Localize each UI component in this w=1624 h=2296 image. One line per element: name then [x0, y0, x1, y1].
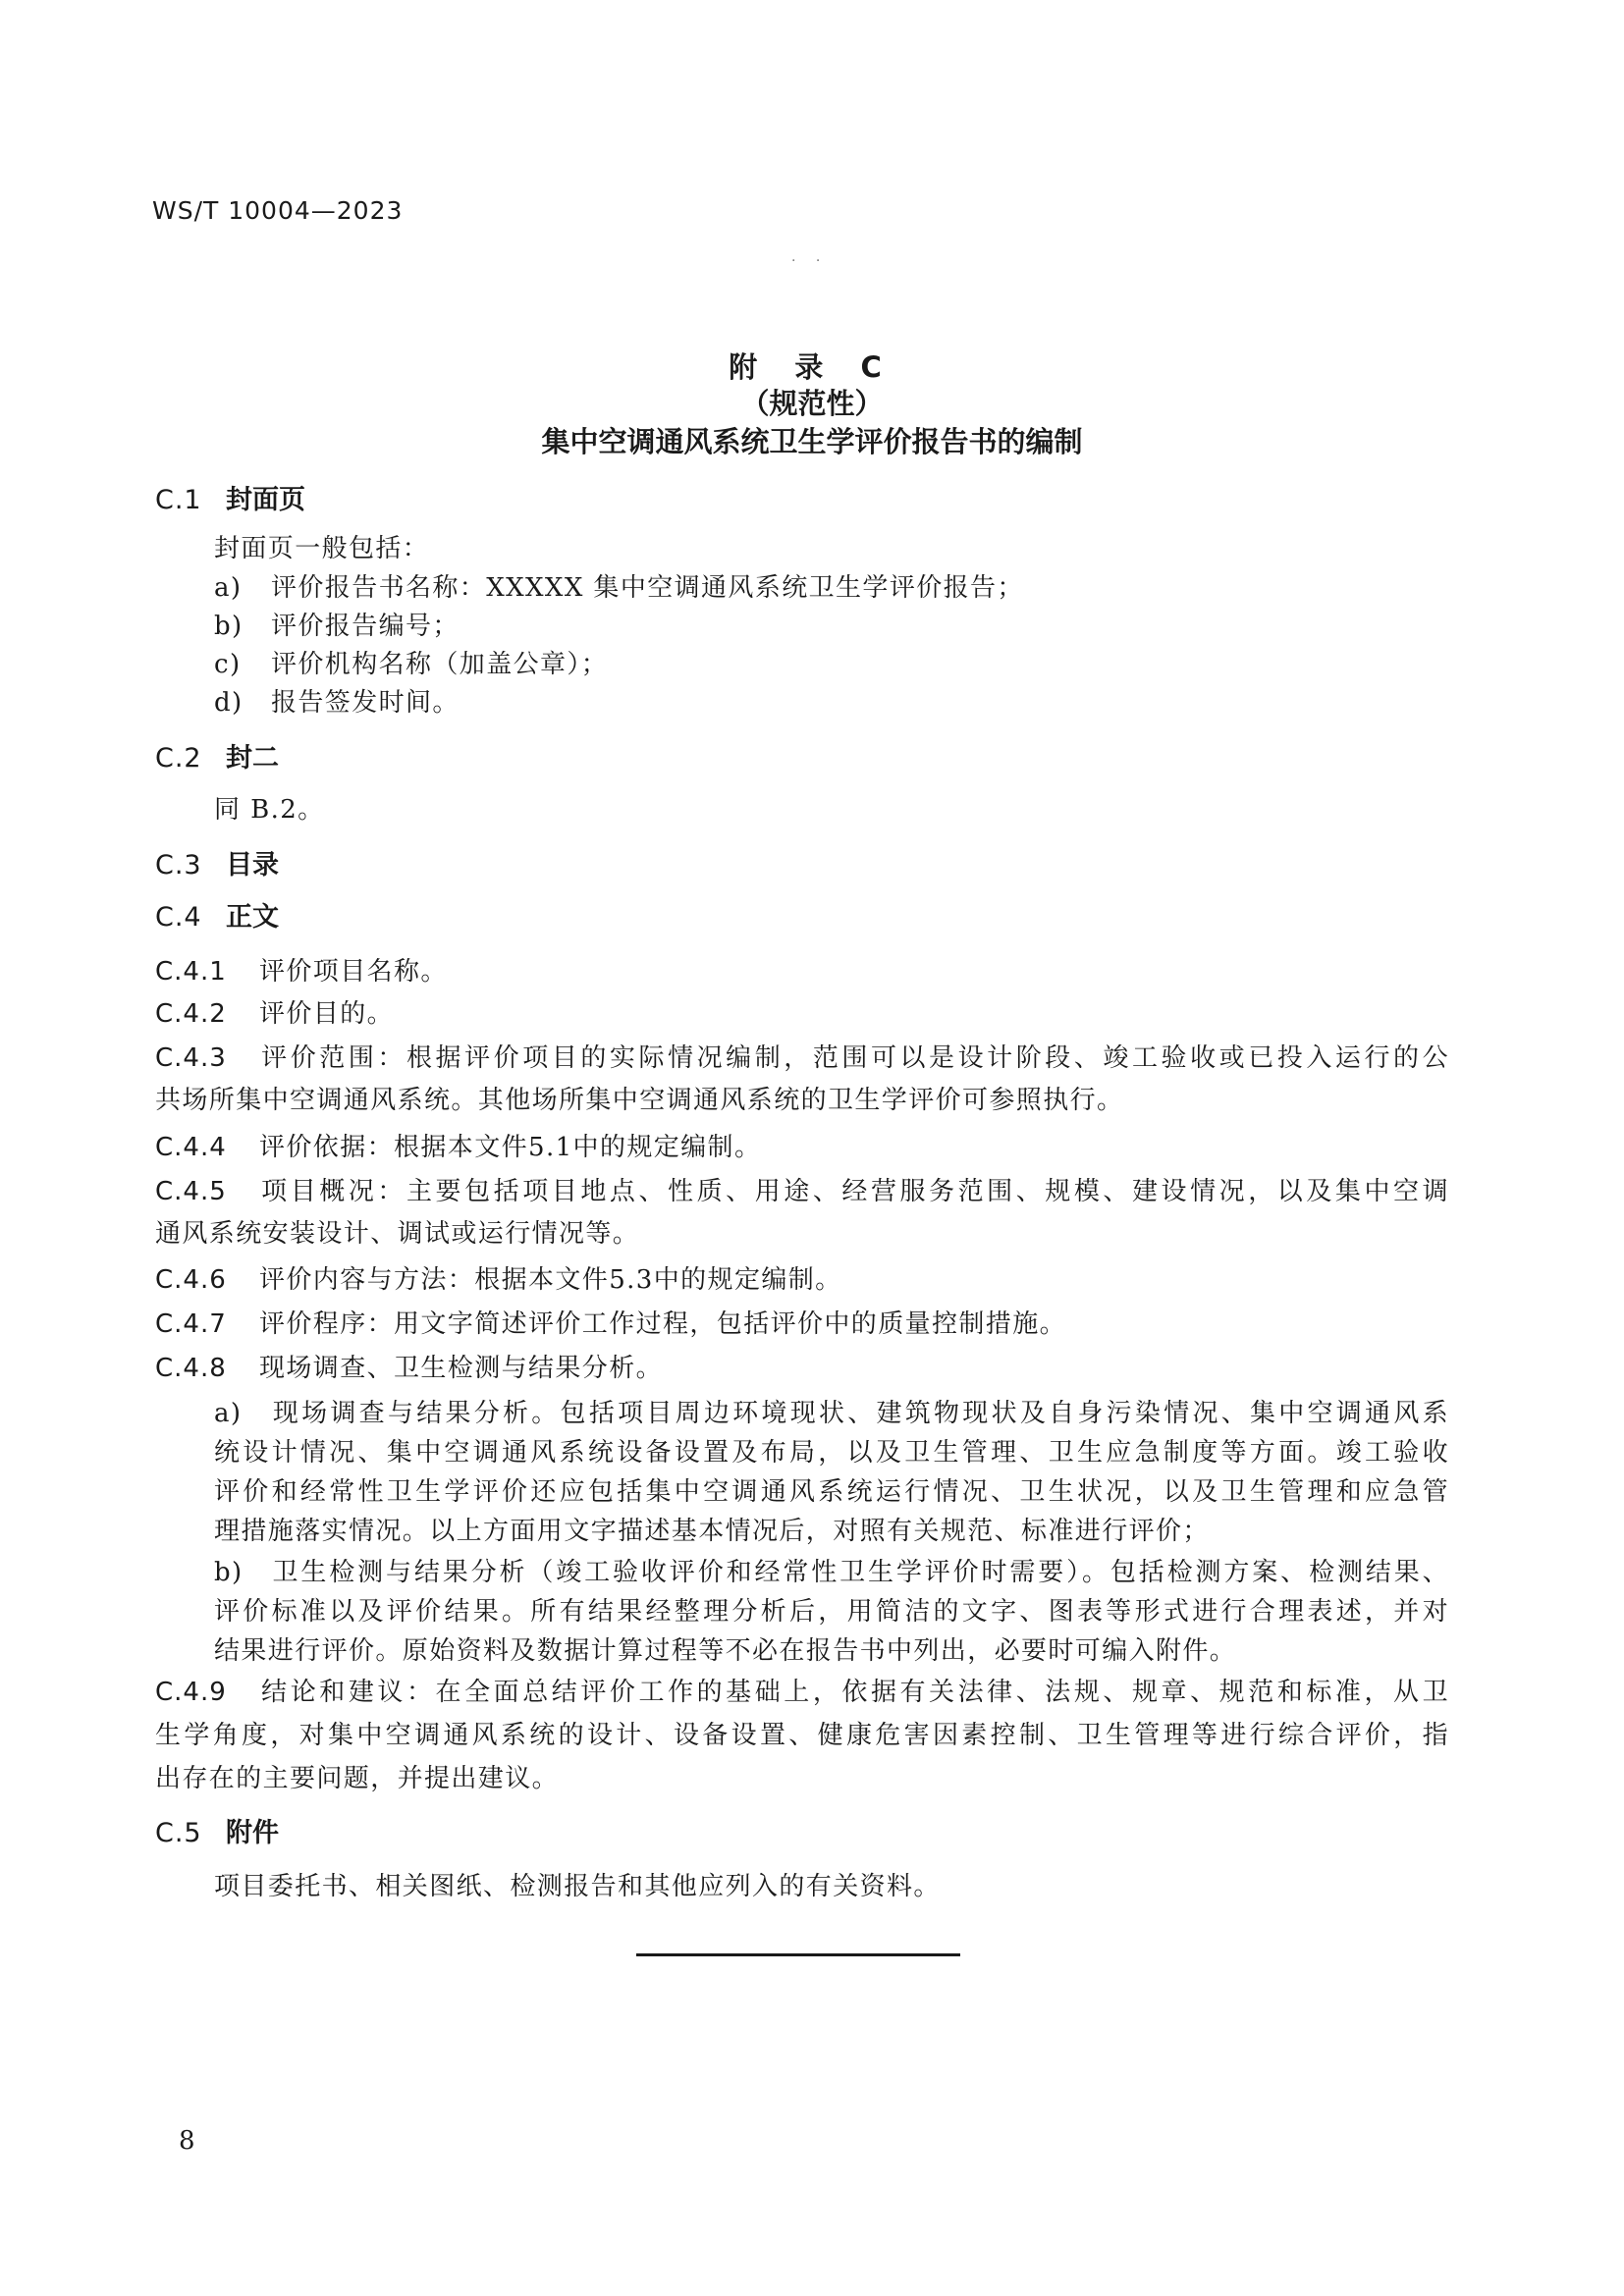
scan-dots: · · — [791, 253, 829, 269]
document-code: WS/T 10004—2023 — [152, 196, 404, 225]
c2-text: 同 B.2。 — [214, 795, 325, 825]
clause-text: 评价项目名称。 — [259, 957, 448, 987]
list-text: 报告签发时间。 — [271, 688, 460, 718]
clause-number: C.4.3 — [155, 1043, 227, 1073]
section-number: C.3 — [155, 850, 202, 881]
clause-text: 评价程序：用文字简述评价工作过程，包括评价中的质量控制措施。 — [259, 1309, 1067, 1339]
section-number: C.5 — [155, 1818, 202, 1848]
clause-number: C.4.1 — [155, 957, 227, 987]
section-c4-heading — [155, 895, 279, 934]
clause-c49 — [155, 1672, 1449, 1708]
list-label: b) — [214, 1558, 244, 1587]
list-text-line: 评价和经常性卫生学评价还应包括集中空调通风系统运行情况、卫生状况，以及卫生管理和应急管 — [214, 1477, 1449, 1507]
list-text: 评价报告书名称：XXXXX 集中空调通风系统卫生学评价报告； — [271, 573, 1024, 603]
list-text: 评价机构名称（加盖公章）； — [271, 650, 609, 679]
list-text: 评价报告编号； — [271, 612, 460, 641]
list-label: b) — [214, 612, 244, 641]
section-c2-heading — [155, 736, 279, 774]
clause-c41 — [155, 951, 448, 988]
clause-text-line: 结论和建议：在全面总结评价工作的基础上，依据有关法律、法规、规章、规范和标准，从卫 — [259, 1678, 1449, 1707]
clause-text: 评价目的。 — [259, 999, 395, 1029]
section-number: C.1 — [155, 485, 202, 515]
end-rule — [636, 1953, 960, 1956]
list-label: a) — [214, 1399, 243, 1428]
list-label: c) — [214, 650, 242, 679]
clause-text-line: 共场所集中空调通风系统。其他场所集中空调通风系统的卫生学评价可参照执行。 — [155, 1086, 1124, 1115]
clause-c46 — [155, 1259, 842, 1296]
list-text-line: 结果进行评价。原始资料及数据计算过程等不必在报告书中列出，必要时可编入附件。 — [214, 1636, 1237, 1666]
clause-c47 — [155, 1304, 1066, 1340]
section-c1-heading — [155, 478, 305, 516]
list-item — [214, 606, 460, 642]
clause-number: C.4.9 — [155, 1678, 227, 1707]
list-label: d) — [214, 688, 244, 718]
section-title: 封二 — [226, 743, 279, 774]
list-text-line: 现场调查与结果分析。包括项目周边环境现状、建筑物现状及自身污染情况、集中空调通风系 — [271, 1399, 1449, 1428]
list-text-line: 理措施落实情况。以上方面用文字描述基本情况后，对照有关规范、标准进行评价； — [214, 1517, 1210, 1546]
clause-number: C.4.8 — [155, 1354, 227, 1383]
c1-intro: 封面页一般包括： — [214, 534, 430, 563]
list-item — [214, 567, 1024, 604]
appendix-heading: 集中空调通风系统卫生学评价报告书的编制 — [541, 425, 1083, 458]
section-number: C.4 — [155, 902, 202, 933]
clause-c44 — [155, 1127, 761, 1163]
clause-number: C.4.6 — [155, 1265, 227, 1295]
clause-c45 — [155, 1171, 1449, 1207]
appendix-title: 附 录 C — [729, 350, 895, 384]
clause-c48 — [155, 1348, 663, 1384]
section-c5-heading — [155, 1811, 279, 1849]
section-title: 封面页 — [226, 485, 305, 515]
clause-text-line: 评价范围：根据评价项目的实际情况编制，范围可以是设计阶段、竣工验收或已投入运行的公 — [259, 1043, 1449, 1073]
list-label: a) — [214, 573, 243, 603]
clause-text-line: 项目概况：主要包括项目地点、性质、用途、经营服务范围、规模、建设情况，以及集中空调 — [259, 1177, 1449, 1206]
clause-number: C.4.2 — [155, 999, 227, 1029]
clause-text: 现场调查、卫生检测与结果分析。 — [259, 1354, 664, 1383]
appendix-nature: （规范性） — [740, 387, 884, 420]
list-text-line: 统设计情况、集中空调通风系统设备设置及布局，以及卫生管理、卫生应急制度等方面。竣工验收 — [214, 1438, 1449, 1468]
section-title: 正文 — [226, 902, 279, 933]
list-item — [214, 644, 608, 680]
section-c3-heading — [155, 843, 279, 881]
clause-c42 — [155, 993, 394, 1030]
clause-text-line: 通风系统安装设计、调试或运行情况等。 — [155, 1219, 640, 1249]
section-title: 附件 — [226, 1818, 279, 1848]
clause-text: 评价依据：根据本文件5.1中的规定编制。 — [259, 1133, 762, 1162]
c5-text: 项目委托书、相关图纸、检测报告和其他应列入的有关资料。 — [214, 1872, 941, 1901]
list-item — [214, 682, 460, 719]
page-number: 8 — [179, 2126, 195, 2156]
clause-text: 评价内容与方法：根据本文件5.3中的规定编制。 — [259, 1265, 842, 1295]
clause-text-line: 生学角度，对集中空调通风系统的设计、设备设置、健康危害因素控制、卫生管理等进行综合评价，指 — [155, 1721, 1449, 1750]
clause-number: C.4.7 — [155, 1309, 227, 1339]
list-item-a — [214, 1393, 1449, 1429]
clause-number: C.4.5 — [155, 1177, 227, 1206]
section-title: 目录 — [226, 850, 279, 881]
list-text-line: 卫生检测与结果分析（竣工验收评价和经常性卫生学评价时需要）。包括检测方案、检测结果、 — [271, 1558, 1449, 1587]
clause-number: C.4.4 — [155, 1133, 227, 1162]
clause-c43 — [155, 1038, 1449, 1074]
list-text-line: 评价标准以及评价结果。所有结果经整理分析后，用简洁的文字、图表等形式进行合理表述，并对 — [214, 1597, 1449, 1627]
section-number: C.2 — [155, 743, 202, 774]
list-item-b — [214, 1552, 1449, 1588]
clause-text-line: 出存在的主要问题，并提出建议。 — [155, 1764, 560, 1793]
